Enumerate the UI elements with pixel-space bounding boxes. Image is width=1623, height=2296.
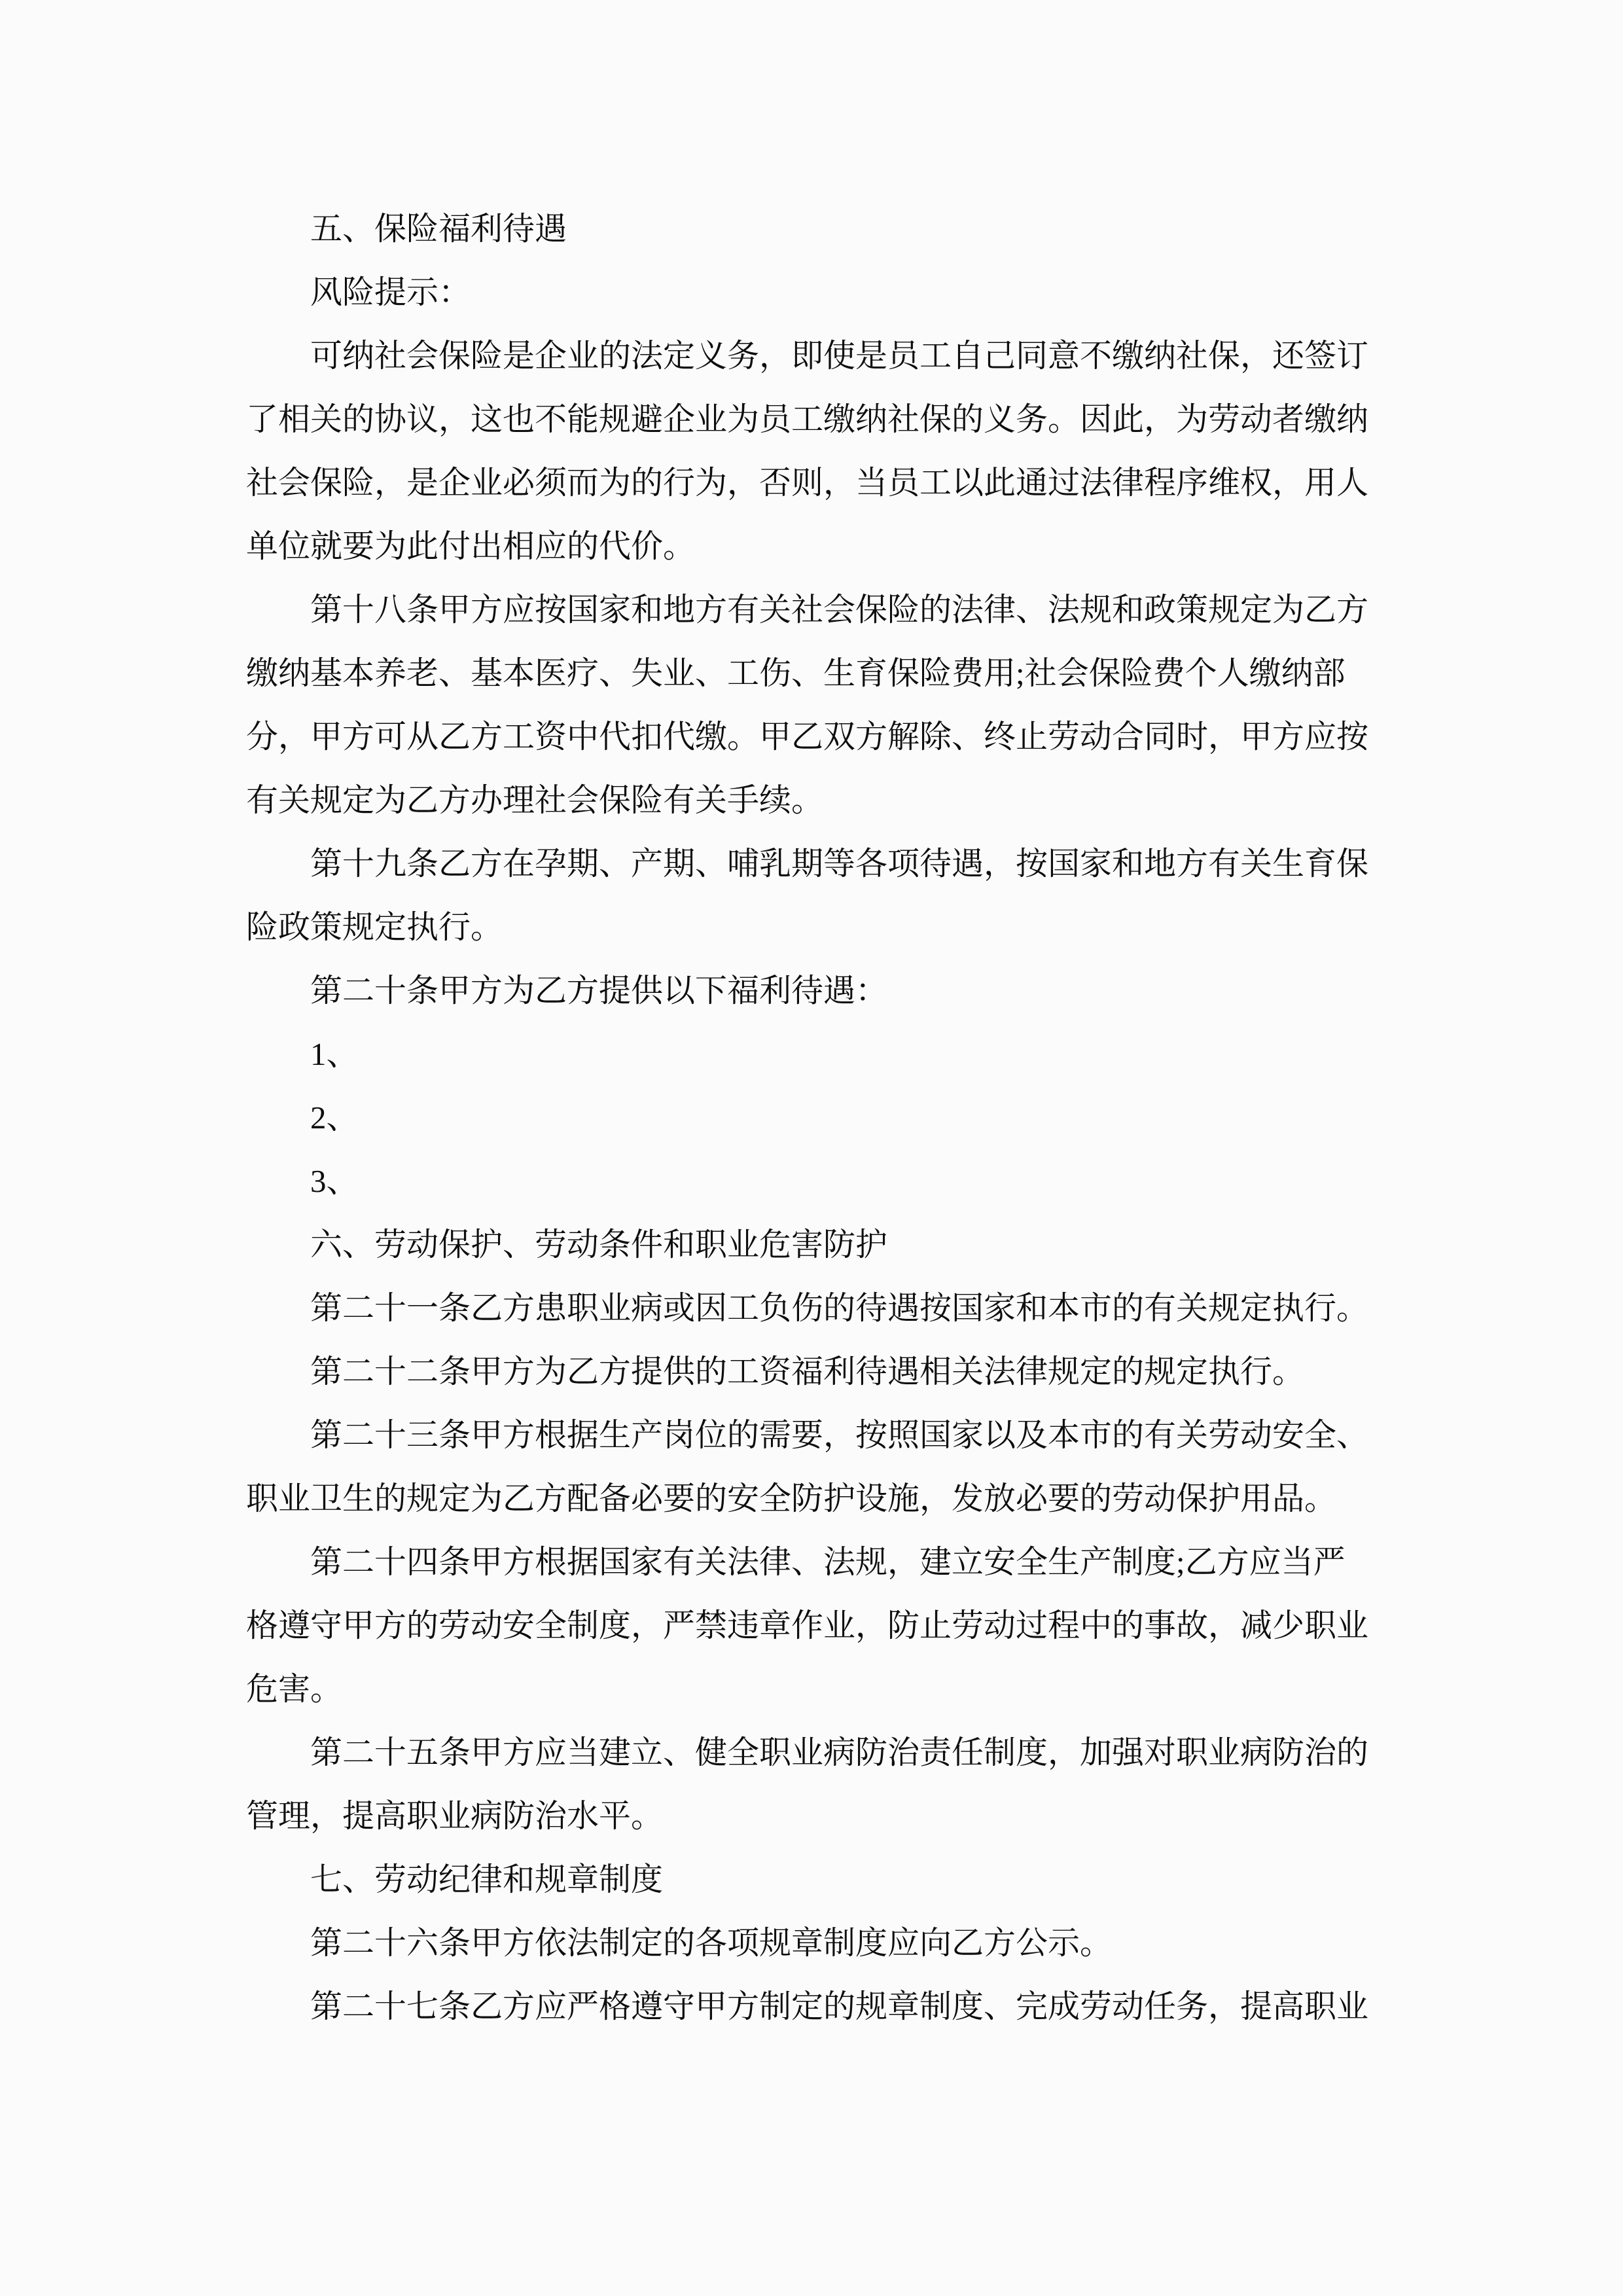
text-line: 七、劳动纪律和规章制度 xyxy=(310,1861,664,1897)
text-line: 可纳社会保险是企业的法定义务，即使是员工自己同意不缴纳社保，还签订 xyxy=(310,338,1369,374)
text-line: 分，甲方可从乙方工资中代扣代缴。甲乙双方解除、终止劳动合同时，甲方应按 xyxy=(246,719,1369,755)
text-line: 3、 xyxy=(310,1163,359,1199)
text-line: 社会保险，是企业必须而为的行为，否则，当员工以此通过法律程序维权，用人 xyxy=(246,465,1369,501)
text-line: 第二十一条乙方患职业病或因工负伤的待遇按国家和本市的有关规定执行。 xyxy=(310,1290,1369,1326)
text-line: 职业卫生的规定为乙方配备必要的安全防护设施，发放必要的劳动保护用品。 xyxy=(246,1480,1337,1516)
text-line: 第十八条甲方应按国家和地方有关社会保险的法律、法规和政策规定为乙方 xyxy=(310,592,1369,628)
text-line: 第二十二条甲方为乙方提供的工资福利待遇相关法律规定的规定执行。 xyxy=(310,1354,1305,1390)
text-line: 第二十三条甲方根据生产岗位的需要，按照国家以及本市的有关劳动安全、 xyxy=(310,1417,1369,1453)
text-line: 危害。 xyxy=(246,1671,343,1707)
contract-text-block xyxy=(246,197,1378,2038)
text-line: 第二十七条乙方应严格遵守甲方制定的规章制度、完成劳动任务，提高职业 xyxy=(310,1988,1369,2024)
text-line: 六、劳动保护、劳动条件和职业危害防护 xyxy=(310,1227,888,1263)
text-line: 管理，提高职业病防治水平。 xyxy=(246,1798,664,1834)
text-line: 风险提示： xyxy=(310,274,471,310)
text-line: 险政策规定执行。 xyxy=(246,909,503,945)
text-line: 第十九条乙方在孕期、产期、哺乳期等各项待遇，按国家和地方有关生育保 xyxy=(310,846,1369,882)
text-line: 了相关的协议，这也不能规避企业为员工缴纳社保的义务。因此，为劳动者缴纳 xyxy=(246,401,1369,437)
text-line: 第二十六条甲方依法制定的各项规章制度应向乙方公示。 xyxy=(310,1925,1113,1961)
text-line: 缴纳基本养老、基本医疗、失业、工伤、生育保险费用;社会保险费个人缴纳部 xyxy=(246,655,1346,691)
text-line: 单位就要为此付出相应的代价。 xyxy=(246,528,696,564)
text-line: 第二十四条甲方根据国家有关法律、法规，建立安全生产制度;乙方应当严 xyxy=(310,1544,1346,1580)
text-line: 1、 xyxy=(310,1036,359,1072)
text-line: 2、 xyxy=(310,1100,359,1136)
text-line: 有关规定为乙方办理社会保险有关手续。 xyxy=(246,782,824,818)
text-line: 五、保险福利待遇 xyxy=(310,211,567,247)
text-line: 格遵守甲方的劳动安全制度，严禁违章作业，防止劳动过程中的事故，减少职业 xyxy=(246,1607,1369,1643)
text-line: 第二十条甲方为乙方提供以下福利待遇： xyxy=(310,973,888,1009)
text-line: 第二十五条甲方应当建立、健全职业病防治责任制度，加强对职业病防治的 xyxy=(310,1734,1369,1770)
